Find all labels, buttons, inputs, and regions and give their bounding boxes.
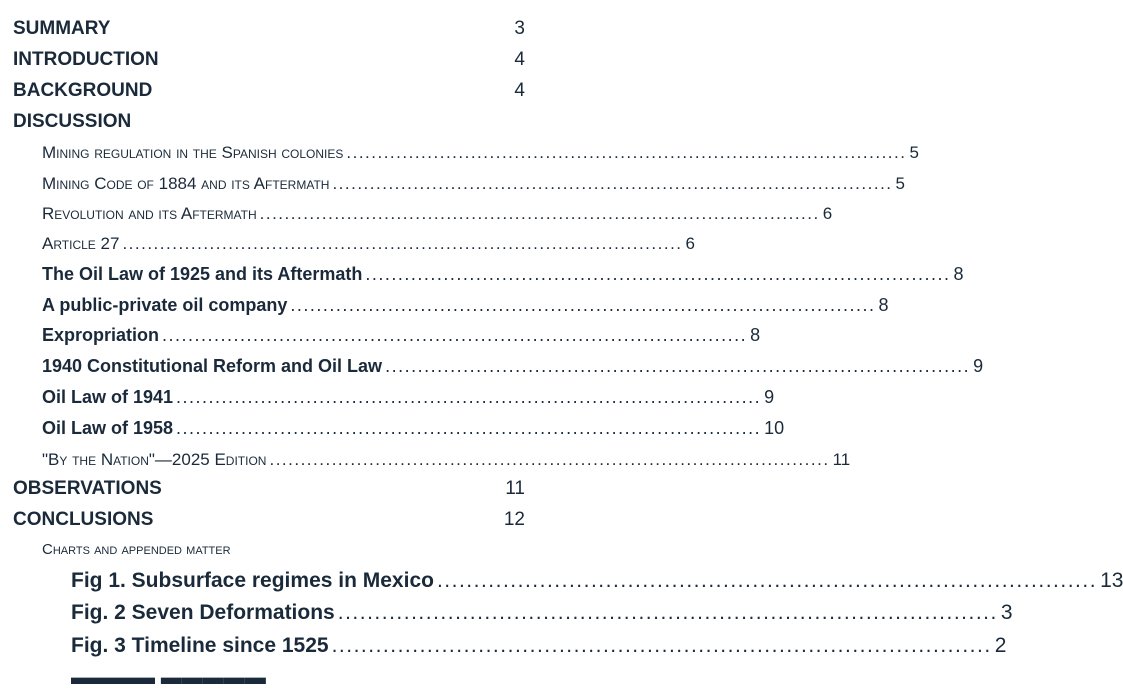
dot-leader: .......................................................................................... <box>176 387 762 407</box>
toc-entry-label: Article 27 <box>42 234 120 253</box>
toc-entry-page: 6 <box>685 234 695 253</box>
toc-entry-label: A public-private oil company <box>42 295 288 315</box>
dot-leader: .......................................................................................... <box>331 634 992 657</box>
toc-entry-page: 11 <box>505 478 525 499</box>
toc-entry-public-private[interactable] <box>42 295 889 316</box>
toc-entry-label: Fig. 3 Timeline since 1525 <box>71 634 329 657</box>
toc-entry-label: The Oil Law of 1925 and its Aftermath <box>42 264 363 284</box>
toc-entry-label: Fig 1. Subsurface regimes in Mexico <box>71 569 434 592</box>
toc-entry-page: 3 <box>514 18 525 39</box>
toc-entry-label: OBSERVATIONS <box>13 478 162 499</box>
toc-entry-page: 3 <box>1000 601 1013 624</box>
toc-entry-page: 9 <box>764 387 775 407</box>
toc-entry-label: Mining Code of 1884 and its Aftermath <box>42 174 330 193</box>
toc-entry-label: SUMMARY <box>13 18 111 39</box>
dot-leader: .......................................................................................... <box>162 325 748 345</box>
dot-leader: .......................................................................................... <box>259 204 820 223</box>
toc-entry-page: 13 <box>1100 569 1123 592</box>
toc-entry-by-the-nation[interactable] <box>42 450 851 470</box>
dot-leader: .......................................................................................... <box>436 569 1098 592</box>
toc-entry-label: CONCLUSIONS <box>13 509 154 530</box>
dot-leader: .......................................................................................... <box>385 356 971 376</box>
toc-entry-label: 1940 Constitutional Reform and Oil Law <box>42 356 383 376</box>
dot-leader: .......................................................................................... <box>290 295 876 315</box>
toc-entry-label: Mining regulation in the Spanish colonies <box>42 143 344 162</box>
dot-leader: .......................................................................................... <box>346 143 907 162</box>
toc-entry-page: 6 <box>822 204 833 223</box>
toc-entry-page: 8 <box>878 295 889 315</box>
toc-entry-fig-2[interactable] <box>71 601 1013 625</box>
toc-entry-summary[interactable] <box>13 18 525 40</box>
toc-entry-label: Fig. 2 Seven Deformations <box>71 601 335 624</box>
toc-entry-label: "By the Nation"—2025 Edition <box>42 450 267 469</box>
toc-entry-label: DISCUSSION <box>13 111 132 132</box>
toc-entry-observations[interactable] <box>13 478 525 500</box>
toc-entry-page: 9 <box>973 356 984 376</box>
cropped-text-fragment: ▬▬▬▬ ▬▬▬▬▬ <box>71 666 266 689</box>
toc-entry-mining-code-1884[interactable] <box>42 174 905 194</box>
cropped-next-entry <box>71 664 525 689</box>
toc-entry-oil-law-1941[interactable] <box>42 387 775 408</box>
toc-entry-fig-1[interactable] <box>71 569 1123 593</box>
toc-entry-label: BACKGROUND <box>13 80 153 101</box>
toc-entry-label: Revolution and its Aftermath <box>42 204 257 223</box>
toc-entry-page: 8 <box>750 325 761 345</box>
dot-leader: .......................................................................................... <box>365 264 951 284</box>
toc-entry-label: Expropriation <box>42 325 160 345</box>
toc-entry-discussion[interactable] <box>13 111 525 133</box>
toc-entry-introduction[interactable] <box>13 49 525 71</box>
toc-entry-page: 8 <box>953 264 964 284</box>
toc-entry-page: 5 <box>895 174 905 193</box>
toc-entry-conclusions[interactable] <box>13 509 525 531</box>
toc-entry-article-27[interactable] <box>42 234 695 254</box>
toc-entry-page: 12 <box>503 509 525 530</box>
toc-entry-page: 10 <box>764 418 785 438</box>
toc-entry-page: 4 <box>514 80 525 101</box>
toc-entry-revolution[interactable] <box>42 204 833 224</box>
toc-entry-page: 4 <box>514 49 525 70</box>
dot-leader: .......................................................................................... <box>337 601 998 624</box>
toc-entry-expropriation[interactable] <box>42 325 761 346</box>
dot-leader: .......................................................................................... <box>269 450 830 469</box>
toc-entry-background[interactable] <box>13 80 525 102</box>
toc-entry-label: INTRODUCTION <box>13 49 159 70</box>
toc-entry-constitutional-reform-1940[interactable] <box>42 356 984 377</box>
toc-entry-label: Oil Law of 1941 <box>42 387 174 407</box>
dot-leader: .......................................................................................... <box>122 234 683 253</box>
toc-entry-oil-law-1958[interactable] <box>42 418 785 439</box>
toc-entry-label: Oil Law of 1958 <box>42 418 174 438</box>
dot-leader: .......................................................................................... <box>176 418 762 438</box>
dot-leader: .......................................................................................... <box>332 174 893 193</box>
toc-entry-fig-3[interactable] <box>71 634 1007 658</box>
toc-entry-appended-matter[interactable] <box>42 541 525 558</box>
toc-entry-label: Charts and appended matter <box>42 541 231 558</box>
toc-entry-page: 11 <box>832 450 851 469</box>
toc-entry-mining-regulation[interactable] <box>42 143 919 163</box>
toc-entry-page: 2 <box>994 634 1007 657</box>
toc-entry-page: 5 <box>909 143 919 162</box>
toc-entry-oil-law-1925[interactable] <box>42 264 964 285</box>
